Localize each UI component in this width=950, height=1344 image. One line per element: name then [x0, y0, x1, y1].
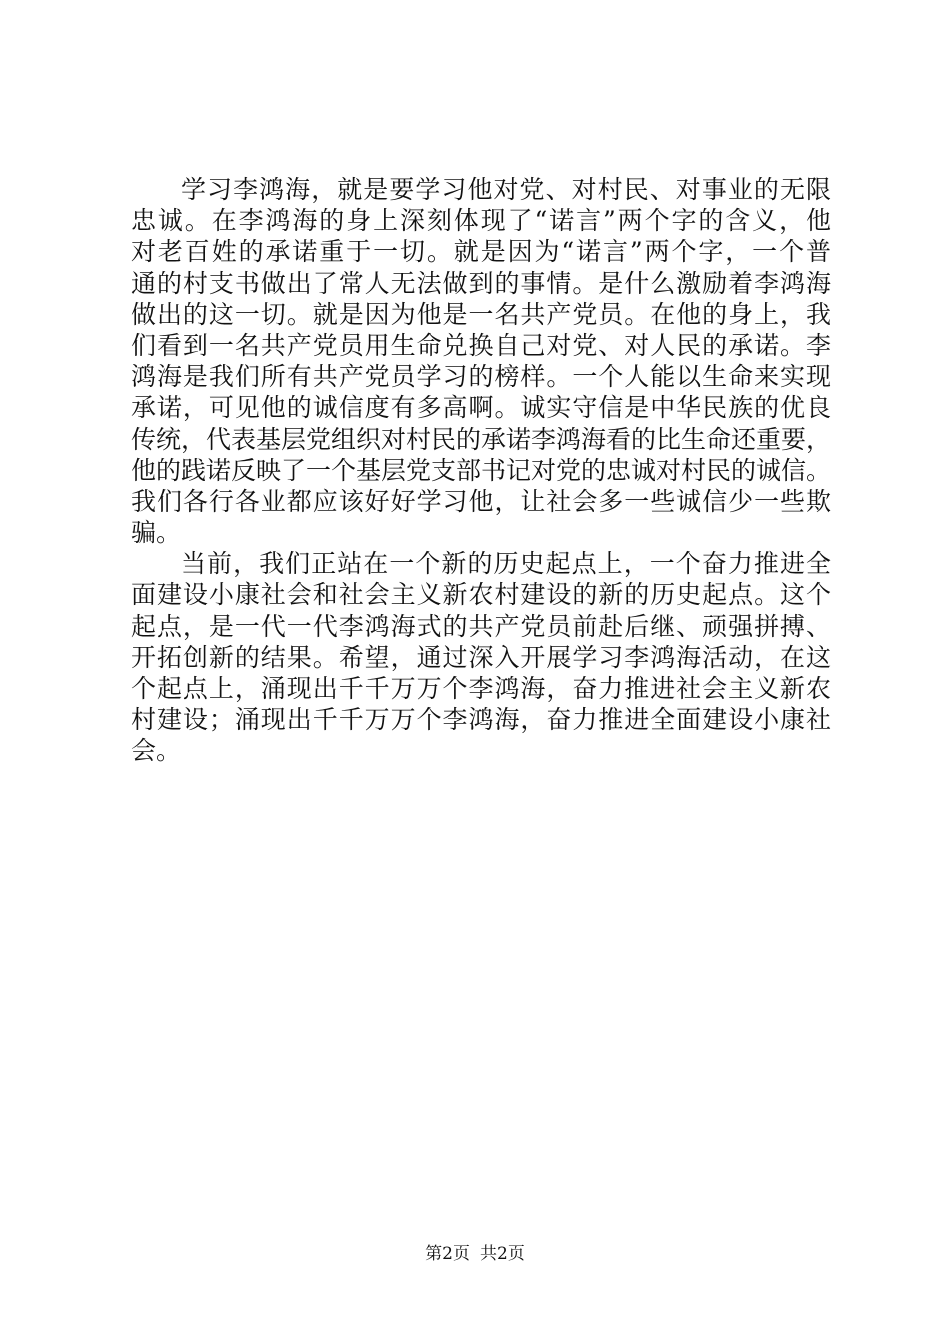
paragraph-2-line-1: 当前，我们正站在一个新的历史起点上，一个奋力推进全 — [181, 549, 831, 579]
paragraph-1-line-3: 对老百姓的承诺重于一切。就是因为“诺言”两个字，一个普 — [131, 237, 831, 267]
page-number: 第2页 — [425, 1244, 470, 1264]
paragraph-2-line-6: 村建设；涌现出千千万万个李鸿海，奋力推进全面建设小康社 — [131, 705, 831, 735]
paragraph-1-line-4: 通的村支书做出了常人无法做到的事情。是什么激励着李鸿海 — [131, 268, 831, 298]
paragraph-1-line-10: 他的践诺反映了一个基层党支部书记对党的忠诚对村民的诚信。 — [131, 455, 832, 485]
paragraph-1-line-12: 骗。 — [131, 518, 182, 548]
paragraph-1-line-2: 忠诚。在李鸿海的身上深刻体现了“诺言”两个字的含义，他 — [131, 206, 831, 236]
paragraph-1-line-1: 学习李鸿海，就是要学习他对党、对村民、对事业的无限 — [181, 175, 831, 204]
body-text — [131, 174, 831, 767]
paragraph-1-line-7: 鸿海是我们所有共产党员学习的榜样。一个人能以生命来实现 — [131, 362, 831, 392]
page-footer — [0, 1243, 950, 1265]
paragraph-1-line-6: 们看到一名共产党员用生命兑换自己对党、对人民的承诺。李 — [131, 330, 831, 360]
paragraph-2-line-5: 个起点上，涌现出千千万万个李鸿海，奋力推进社会主义新农 — [131, 674, 831, 703]
page-total: 共2页 — [480, 1244, 525, 1264]
paragraph-2-line-3: 起点，是一代一代李鸿海式的共产党员前赴后继、顽强拼搏、 — [131, 611, 831, 641]
paragraph-2-line-7: 会。 — [131, 736, 182, 766]
paragraph-2-line-2: 面建设小康社会和社会主义新农村建设的新的历史起点。这个 — [131, 580, 831, 610]
paragraph-2-line-4: 开拓创新的结果。希望，通过深入开展学习李鸿海活动，在这 — [131, 642, 831, 672]
paragraph-1-line-5: 做出的这一切。就是因为他是一名共产党员。在他的身上，我 — [131, 299, 831, 329]
paragraph-1-line-8: 承诺，可见他的诚信度有多高啊。诚实守信是中华民族的优良 — [131, 393, 831, 423]
paragraph-1-line-11: 我们各行各业都应该好好学习他，让社会多一些诚信少一些欺 — [131, 486, 831, 516]
paragraph-1-line-9: 传统，代表基层党组织对村民的承诺李鸿海看的比生命还重要， — [131, 424, 832, 454]
